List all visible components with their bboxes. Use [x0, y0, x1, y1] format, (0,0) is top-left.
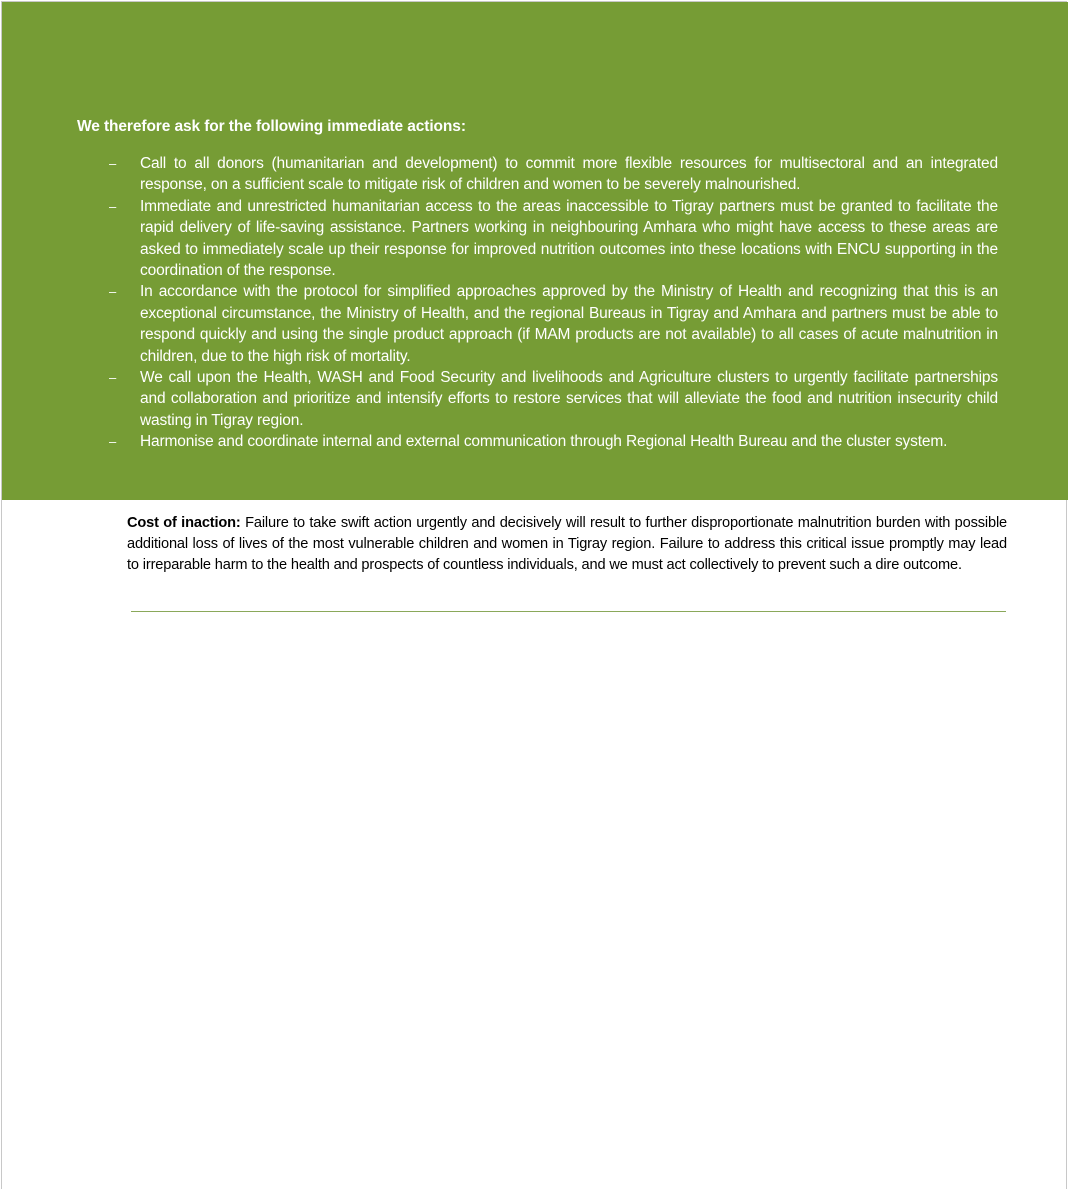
- section-divider: [131, 611, 1006, 612]
- immediate-actions-panel: [2, 2, 1068, 500]
- document-page: [1, 1, 1067, 1189]
- action-item-donors: [107, 153, 998, 196]
- action-item-clusters: [107, 367, 998, 431]
- actions-heading: We therefore ask for the following immediate actions:: [77, 118, 466, 135]
- action-text: Call to all donors (humanitarian and development) to commit more flexible resources for multisectoral and an integrated response, on a sufficient scale to mitigate risk of children and women to be severely malnourished.: [140, 155, 998, 194]
- action-text: We call upon the Health, WASH and Food Security and livelihoods and Agriculture clusters to urgently facilitate partnerships and collaboration and prioritize and intensify efforts to restore services that will alleviate the food and nutrition insecurity child wasting in Tigray region.: [140, 369, 998, 429]
- action-item-protocol: [107, 281, 998, 367]
- action-text: Harmonise and coordinate internal and external communication through Regional Health Bureau and the cluster system.: [140, 433, 948, 451]
- cost-of-inaction-paragraph: [127, 513, 1007, 575]
- action-item-communication: [107, 431, 998, 452]
- cost-of-inaction-text: Failure to take swift action urgently and decisively will result to further disproportionate malnutrition burden with possible additional loss of lives of the most vulnerable children and women in Tigray region. Failure to address this critical issue promptly may lead to irreparable harm to the health and prospects of countless individuals, and we must act collectively to prevent such a dire outcome.: [127, 515, 1008, 573]
- action-item-access: [107, 196, 998, 282]
- action-text: In accordance with the protocol for simplified approaches approved by the Ministry of Health and recognizing that this is an exceptional circumstance, the Ministry of Health, and the regional Bureaus in Tigray and Amhara and partners must be able to respond quickly and using the single product approach (if MAM products are not available) to all cases of acute malnutrition in children, due to the high risk of mortality.: [140, 283, 998, 365]
- dash-bullet: –: [109, 370, 117, 386]
- dash-bullet: –: [109, 198, 117, 214]
- action-text: Immediate and unrestricted humanitarian access to the areas inaccessible to Tigray partners must be granted to facilitate the rapid delivery of life-saving assistance. Partners working in neighbouring Amhara who might have access to these areas are asked to immediately scale up their response for improved nutrition outcomes into these locations with ENCU supporting in the coordination of the response.: [140, 197, 998, 280]
- actions-list: [107, 153, 998, 453]
- cost-of-inaction-label: Cost of inaction:: [127, 515, 241, 531]
- dash-bullet: –: [109, 156, 117, 171]
- dash-bullet: –: [109, 284, 117, 300]
- dash-bullet: –: [109, 434, 117, 450]
